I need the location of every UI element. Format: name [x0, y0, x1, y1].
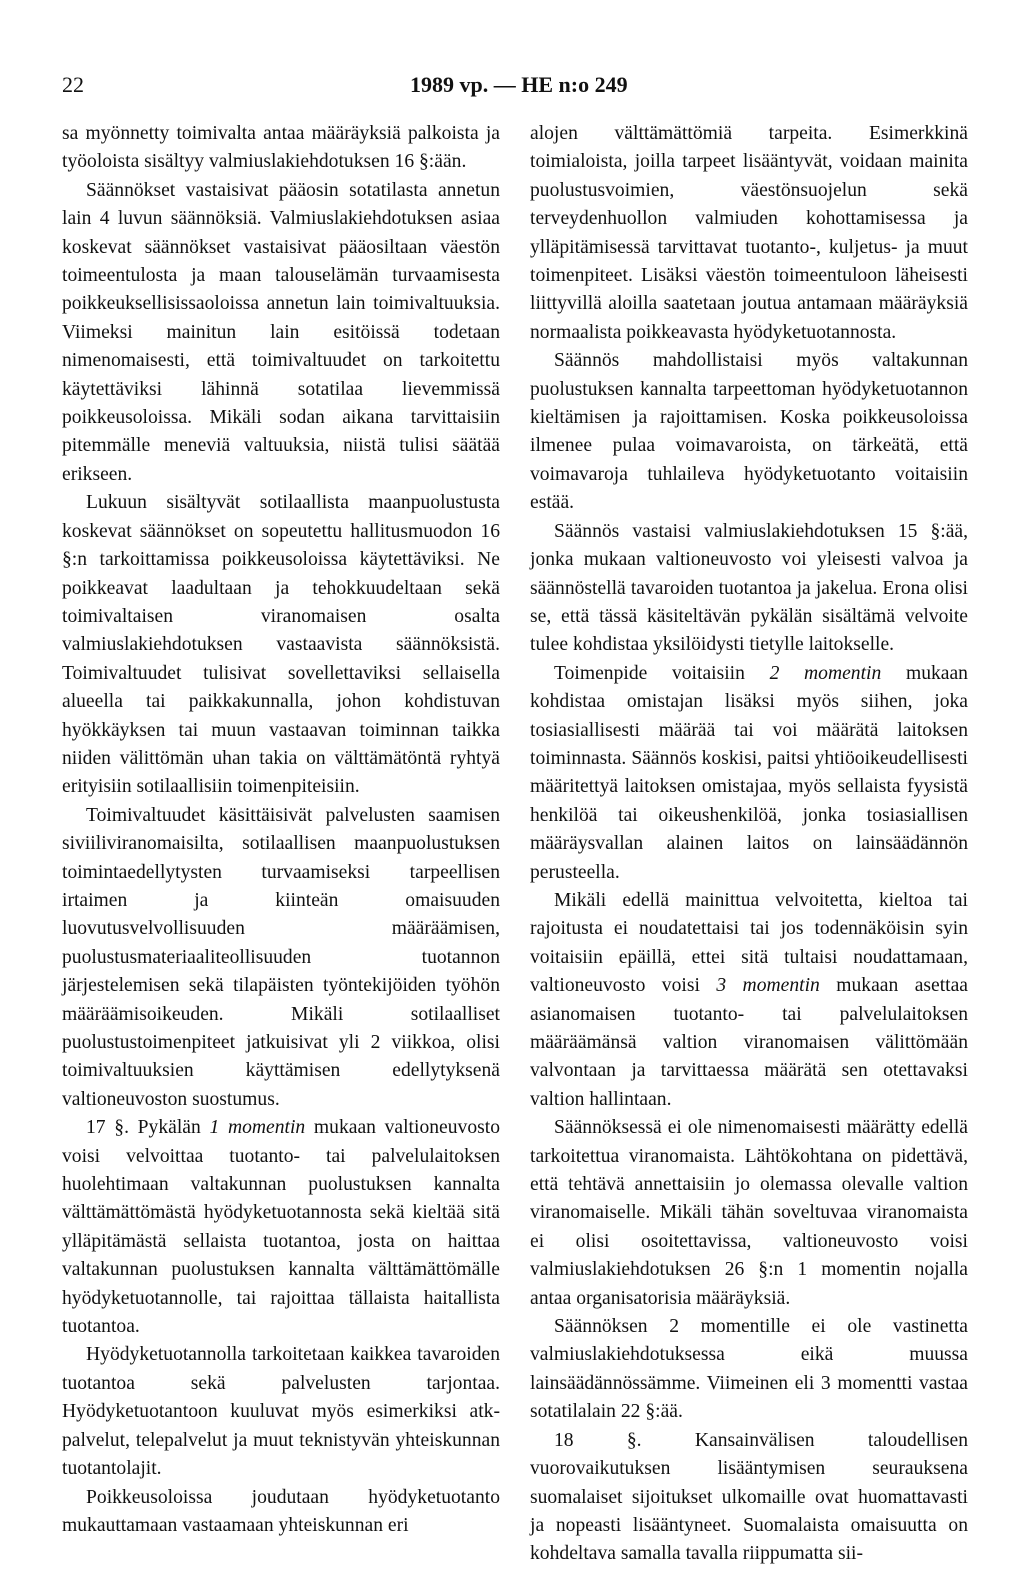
right-column — [530, 120, 968, 1569]
section-17-paragraph — [62, 1114, 500, 1341]
text-run: 17 §. Pykälän — [86, 1117, 210, 1139]
paragraph: 18 §. Kansainvälisen taloudellisen vuorovaikutuksen lisääntymisen seurauksena suomalaiset sijoitukset ulkomaille ovat huomattavasti ja nopeasti lisääntyneet. Suomalaista omaisuutta on kohdeltava samalla tavalla riippumatta sii- — [530, 1429, 968, 1565]
paragraph: Poikkeusoloissa joudutaan hyödyketuotanto mukauttamaan vastaamaan yhteiskunnan eri — [62, 1486, 500, 1536]
page-header — [62, 72, 962, 102]
emphasis: 3 momentin — [716, 975, 820, 997]
text-run: Toimenpide voitaisiin — [554, 662, 770, 684]
moment-3-paragraph — [530, 887, 968, 1114]
left-column — [62, 120, 500, 1540]
emphasis: 2 momentin — [769, 662, 882, 684]
paragraph: Toimivaltuudet käsittäisivät palvelusten saamisen siviiliviranomaisilta, sotilaallisen maanpuolustuksen toimintaedellytysten turvaamiseksi tarpeellisen irtaimen ja kiinteän omaisuuden luovutusvelvollisuuden määräämisen, puolustusmateriaaliteollisuuden tuotannon järjestelemisen sekä tilapäisten työntekijöiden työhön määräämisoikeuden. Mikäli sotilaalliset puolustustoimenpiteet jatkuisivat yli 2 viikkoa, olisi toimivaltuuksien käyttämisen edellytyksenä valtioneuvoston suostumus. — [62, 804, 500, 1110]
emphasis: 1 momentin — [209, 1117, 306, 1139]
paragraph: alojen välttämättömiä tarpeita. Esimerkkinä toimialoista, joilla tarpeet lisääntyvät, voidaan mainita puolustusvoimien, väestönsuojelun sekä terveydenhuollon valmiuden kohottamisessa ja ylläpitämisessä tarvittavat tuotanto-, kuljetus- ja muut toimenpiteet. Lisäksi väestön toimeentuloon läheisesti liittyvillä aloilla saatetaan joutua antamaan määräyksiä normaalista poikkeavasta hyödyketuotannosta. — [530, 123, 968, 343]
paragraph: Säännökset vastaisivat pääosin sotatilasta annetun lain 4 luvun säännöksiä. Valmiuslakiehdotuksen asiaa koskevat säännökset vastaisivat pääosiltaan väestön toimeentulosta ja maan talouselämän turvaamisesta poikkeuksellisissaoloissa annetun lain toimivaltuuksia. Viimeksi mainitun lain esitöissä todetaan nimenomaisesti, että toimivaltuudet on tarkoitettu käytettäviksi lähinnä sotatilaa lievemmissä poikkeusoloissa. Mikäli sodan aikana tarvittaisiin pitemmälle meneviä valtuuksia, niistä tulisi säätää erikseen. — [62, 179, 500, 485]
running-title: 1989 vp. — HE n:o 249 — [410, 72, 628, 97]
text-run: Mikäli edellä mainittua velvoitetta, kieltoa tai rajoitusta ei noudatettaisi tai jos todennäköisin syin voitaisiin epäillä, ettei sitä tultaisi noudattamaan, valtioneuvosto voisi — [530, 889, 968, 997]
paragraph: Säännös vastaisi valmiuslakiehdotuksen 15 §:ää, jonka mukaan valtioneuvosto voi yleisesti valvoa ja säännöstellä tavaroiden tuotantoa ja jakelua. Erona olisi se, että tässä käsiteltävän pykälän sisältämä velvoite tulee kohdistaa yksilöidysti tietylle laitokselle. — [530, 520, 968, 656]
paragraph: Säännös mahdollistaisi myös valtakunnan puolustuksen kannalta tarpeettoman hyödyketuotannon kieltämisen ja rajoittamisen. Koska poikkeusoloissa ilmenee pulaa voimavaroista, on tärkeätä, että voimavaroja tuhlaileva hyödyketuotanto voitaisiin estää. — [530, 350, 968, 514]
page-number: 22 — [62, 72, 84, 97]
paragraph: sa myönnetty toimivalta antaa määräyksiä palkoista ja työoloista sisältyy valmiuslakiehdotuksen 16 §:ään. — [62, 123, 500, 173]
paragraph: Hyödyketuotannolla tarkoitetaan kaikkea tavaroiden tuotantoa sekä palvelusten tarjontaa. Hyödyketuotantoon kuuluvat myös esimerkiksi atk-palvelut, telepalvelut ja muut teknistyvän yhteiskunnan tuotantolajit. — [62, 1344, 500, 1480]
paragraph: Säännöksessä ei ole nimenomaisesti määrätty edellä tarkoitettua viranomaista. Lähtökohtana on pidettävä, että tehtävä annettaisiin jo olemassa olevalle valtion viranomaiselle. Mikäli tähän soveltuvaa viranomaista ei olisi osoitettavissa, valtioneuvosto voisi valmiuslakiehdotuksen 26 §:n 1 momentin nojalla antaa organisatorisia määräyksiä. — [530, 1117, 968, 1309]
paragraph: Säännöksen 2 momentille ei ole vastinetta valmiuslakiehdotuksessa eikä muussa lainsäädännössämme. Viimeinen eli 3 momentti vastaa sotatilalain 22 §:ää. — [530, 1316, 968, 1423]
text-run: mukaan asettaa asianomaisen tuotanto- tai palvelulaitoksen määräämänsä valtion viranomaisen välittömään valvontaan ja tarvittaessa määrätä sen otettavaksi valtion hallintaan. — [530, 975, 968, 1110]
moment-2-paragraph — [530, 660, 968, 887]
text-run: mukaan valtioneuvosto voisi velvoittaa tuotanto- tai palvelulaitoksen huolehtimaan valtakunnan puolustuksen kannalta välttämättömästä hyödyketuotannosta sekä kieltää sitä ylläpitämästä sellaista tuotantoa, josta on haittaa valtakunnan puolustuksen kannalta välttämättömälle hyödyketuotannolle, tai rajoittaa tällaista haitallista tuotantoa. — [62, 1117, 500, 1338]
paragraph: Lukuun sisältyvät sotilaallista maanpuolustusta koskevat säännökset on sopeutettu hallitusmuodon 16 §:n tarkoittamissa poikkeusoloissa käytettäviksi. Ne poikkeavat laadultaan ja tehokkuudeltaan sekä toimivaltaisen viranomaisen osalta valmiuslakiehdotuksen vastaavista säännöksistä. Toimivaltuudet tulisivat sovellettaviksi sellaisella alueella tai paikkakunnalla, johon kohdistuvan hyökkäyksen tai muun vastaavan toiminnan taikka niiden välittömän uhan takia on välttämätöntä ryhtyä erityisiin sotilaallisiin toimenpiteisiin. — [62, 492, 500, 798]
text-run: mukaan kohdistaa omistajan lisäksi myös siihen, joka tosiasiallisesti määrää tai voi määrätä laitoksen toiminnasta. Säännös koskisi, paitsi yhtiöoikeudellisesti määritettyä laitoksen omistajaa, myös sellaista fyysistä henkilöä tai oikeushenkilöä, jonka tosiasiallisen määräysvallan alainen laitos on lainsäädännön perusteella. — [530, 662, 968, 883]
